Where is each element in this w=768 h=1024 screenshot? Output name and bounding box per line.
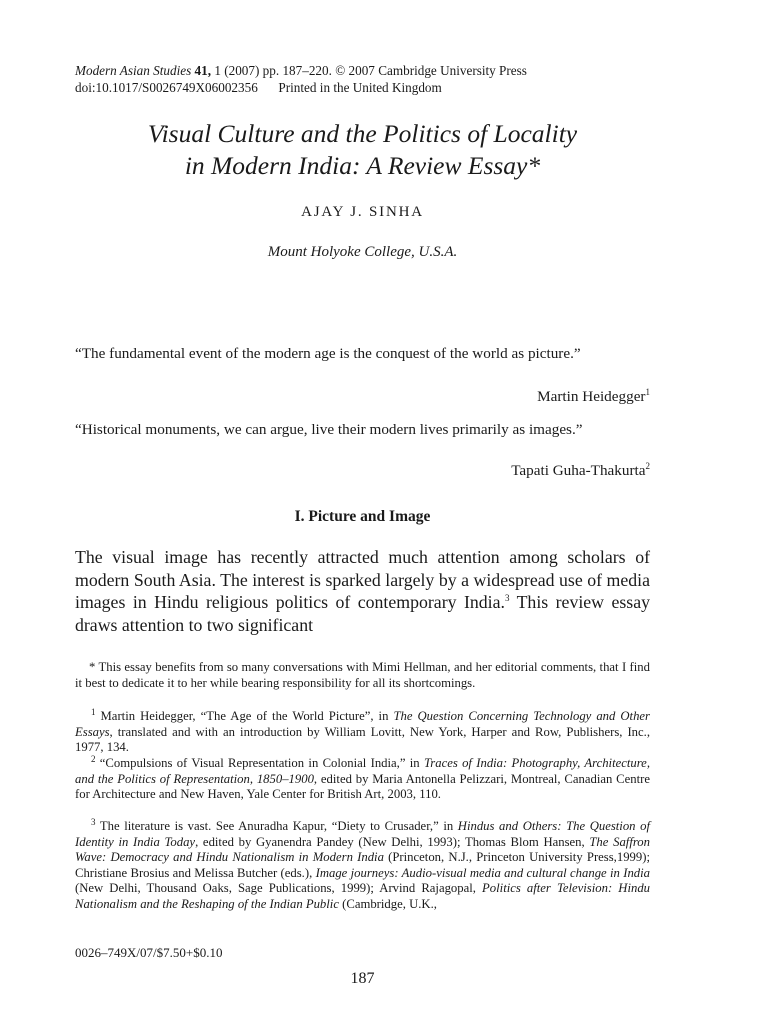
footnote-text: , edited by Maria Antonella Pelizzari, Montreal, Canadian Centre for Architecture and New Haven, Yale Center for British Art, 2003, 110.	[75, 771, 650, 802]
footnote-cited-title: Image journeys: Audio-visual media and cultural change in India	[315, 865, 650, 880]
section-heading: I. Picture and Image	[294, 508, 431, 525]
footnote-number: 1	[91, 706, 96, 717]
footnote-text: , edited by Gyanendra Pandey (New Delhi, 1993); Thomas Blom Hansen,	[195, 834, 590, 849]
author-name: AJAY J. SINHA	[301, 204, 424, 220]
footnote-cited-title: Hindus and Others: The Question of Identity in India Today	[75, 819, 650, 849]
footnote-text: (Princeton, N.J., Princeton University Press,1999); Christiane Brosius and Melissa Butcher (eds.),	[75, 850, 650, 880]
journal-header	[75, 63, 675, 96]
doi: doi:10.1017/S0026749X06002356	[75, 79, 258, 95]
body-paragraph	[75, 546, 650, 636]
footnote-marker: 3	[504, 593, 510, 604]
journal-citation-line	[75, 63, 675, 80]
journal-issue-pages: 1 (2007) pp. 187–220. © 2007 Cambridge University Press	[211, 63, 527, 78]
footnote-cited-title: The Question Concerning Technology and Other Essays	[75, 709, 650, 739]
journal-name: Modern Asian Studies	[75, 63, 192, 78]
footnote-marker: 2	[645, 460, 650, 471]
footnote-cited-title: Traces of India: Photography, Architecture, and the Politics of Representation, 1850–1900	[75, 756, 650, 786]
epigraph-attribution	[75, 388, 650, 406]
body-text-a: The visual image has recently attracted much attention among scholars of modern South Asia. The interest is sparked largely by a widespread use of media images in Hindu religious politics of contemporary India.	[75, 547, 650, 612]
printed-location: Printed in the United Kingdom	[278, 79, 442, 95]
doi-line	[75, 80, 675, 97]
epigraph-quote: “Historical monuments, we can argue, live their modern lives primarily as images.”	[75, 421, 583, 438]
title-line-1: Visual Culture and the Politics of Locality	[147, 119, 578, 148]
epigraph-author: Tapati Guha-Thakurta	[511, 462, 646, 479]
page-number: 187	[350, 970, 375, 987]
footnote-text: “Compulsions of Visual Representation in Colonial India,” in	[95, 756, 424, 770]
footnote-number: 2	[91, 753, 96, 764]
body-text-b: This review essay draws attention to two significant	[75, 592, 650, 635]
footnote-text: The literature is vast. See Anuradha Kapur, “Diety to Crusader,” in	[95, 819, 458, 833]
footnote-star-text: * This essay benefits from so many conversations with Mimi Hellman, and her editorial comments, that I find it best to dedicate it to her while bearing responsibility for all its shortcomings.	[75, 660, 650, 690]
footnote-text: (Cambridge, U.K.,	[338, 896, 437, 911]
footnote-3	[75, 816, 651, 913]
title-line-2: in Modern India: A Review Essay*	[184, 151, 541, 180]
footnote-text: , translated and with an introduction by William Lovitt, New York, Harper and Row, Publishers, Inc., 1977, 134.	[75, 724, 650, 755]
issn-price: 0026–749X/07/$7.50+$0.10	[75, 945, 223, 960]
footnote-text: Martin Heidegger, “The Age of the World Picture”, in	[95, 709, 394, 723]
footnote-text: (New Delhi, Thousand Oaks, Sage Publications, 1999); Arvind Rajagopal,	[75, 881, 483, 896]
footnote-cited-title: Politics after Television: Hindu Nationalism and the Reshaping of the Indian Public	[75, 881, 651, 911]
footnote-number: 3	[91, 816, 96, 827]
author-affiliation: Mount Holyoke College, U.S.A.	[267, 244, 458, 260]
epigraph-author: Martin Heidegger	[537, 388, 646, 405]
article-title	[75, 118, 650, 182]
epigraph-quote: “The fundamental event of the modern age is the conquest of the world as picture.”	[75, 345, 581, 362]
footnote-marker: 1	[645, 386, 650, 397]
footnote-star	[75, 660, 650, 691]
epigraph-attribution	[75, 462, 650, 480]
footnote-2	[75, 753, 650, 803]
journal-volume: 41,	[194, 63, 212, 78]
footnote-1	[75, 706, 650, 756]
footnote-cited-title: The Saffron Wave: Democracy and Hindu Nationalism in Modern India	[75, 834, 650, 865]
